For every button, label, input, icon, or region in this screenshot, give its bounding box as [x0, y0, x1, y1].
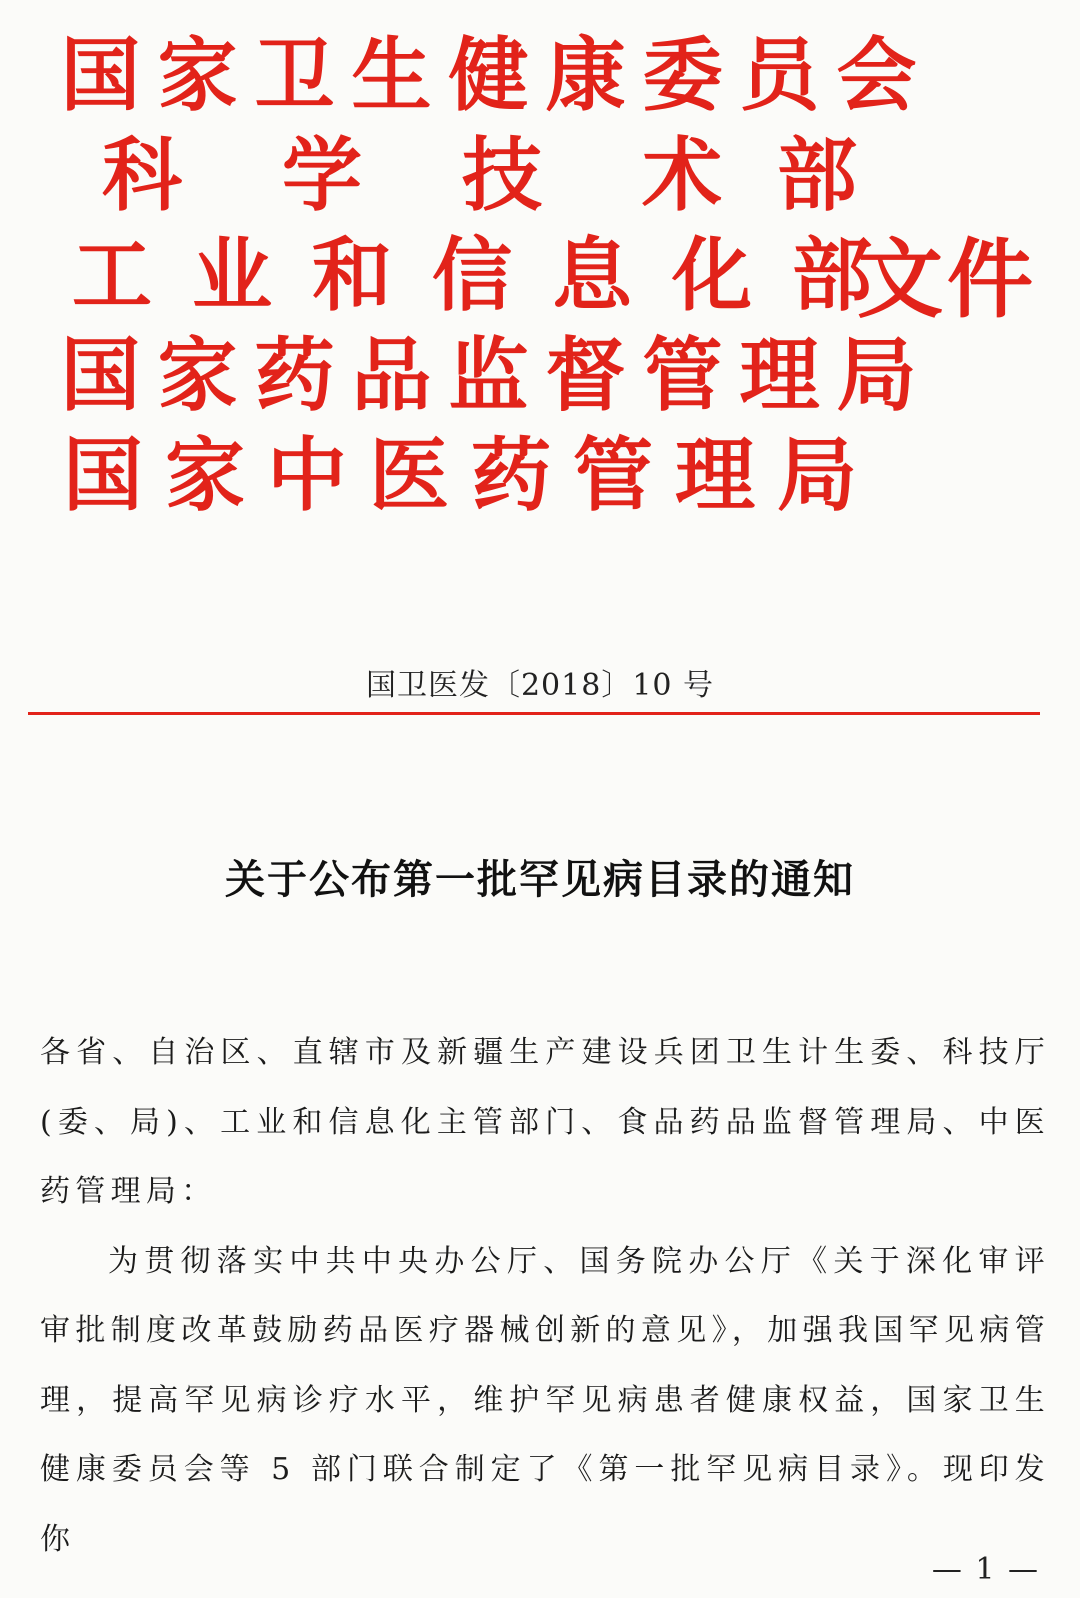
document-number: 国卫医发〔2018〕10 号 [365, 668, 715, 703]
page-number: — 1 — [931, 1552, 1040, 1587]
document-body [40, 1018, 1050, 1574]
document-suffix-wenjian: 文件 [857, 229, 1037, 330]
document-title: 关于公布第一批罕见病目录的通知 [225, 856, 855, 903]
body-paragraph: 为贯彻落实中共中央办公厅、国务院办公厅《关于深化审评审批制度改革鼓励药品医疗器械创新的意见》，加强我国罕见病管理，提高罕见病诊疗水平，维护罕见病患者健康权益，国家卫生健康委员会等 5 部门联合制定了《第一批罕见病目录》。现印发你 [40, 1243, 1050, 1557]
authority-line-science-ministry: 科 学 技 术 部 [102, 128, 857, 222]
authority-line-industry-ministry: 工 业 和 信 息 化 部 [72, 228, 872, 322]
authority-line-drug-administration: 国 家 药 品 监 督 管 理 局 [60, 328, 917, 422]
authority-line-tcm-administration: 国 家 中 医 药 管 理 局 [63, 428, 857, 522]
addressees-paragraph: 各省、自治区、直辖市及新疆生产建设兵团卫生计生委、科技厅(委、局)、工业和信息化主管部门、食品药品监督管理局、中医药管理局： [40, 1035, 1050, 1209]
red-separator-line [28, 712, 1040, 715]
authority-line-health-commission: 国 家 卫 生 健 康 委 员 会 [60, 28, 917, 122]
